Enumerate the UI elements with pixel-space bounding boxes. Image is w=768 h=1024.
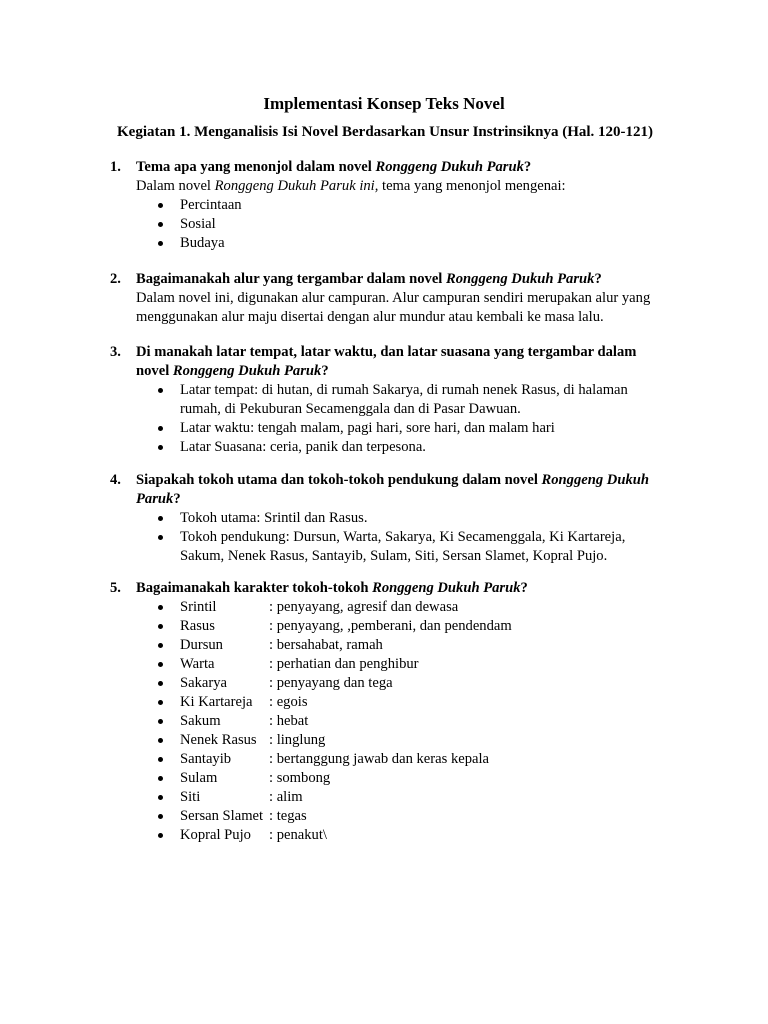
novel-title: Ronggeng Dukuh Paruk [172,363,322,379]
novel-title: Ronggeng Dukuh Paruk [372,580,521,596]
list-item: Latar tempat: di hutan, di rumah Sakarya, di rumah nenek Rasus, di halaman rumah, di Pekuburan Secamenggala dan di Pasar Dawuan. [180,381,670,419]
list-item [180,598,670,617]
question-number: 5. [110,580,121,596]
character-name: Sakum [180,713,221,729]
character-trait: : penyayang, ,pemberani, dan pendendam [269,618,512,634]
character-name: Rasus [180,618,215,634]
character-name: Santayib [180,751,232,767]
answer-1: Dalam novel Ronggeng Dukuh Paruk ini, tema yang menonjol mengenai: [136,178,566,194]
list-item: Sosial [180,215,670,234]
question-2 [110,270,670,327]
character-name: Dursun [180,637,223,653]
character-trait: : tegas [269,808,307,824]
list-item [180,788,670,807]
list-item: Latar Suasana: ceria, panik dan terpesona. [180,438,670,457]
list-item [180,636,670,655]
character-name: Srintil [180,599,217,615]
list-item [180,712,670,731]
answer-2: Dalam novel ini, digunakan alur campuran. Alur campuran sendiri merupakan alur yang menggunakan alur maju disertai dengan alur mundur atau kembali ke masa lalu. [136,290,651,325]
character-trait: : alim [269,789,303,805]
list-item [180,731,670,750]
page-title: Implementasi Konsep Teks Novel [263,94,505,113]
list-item: Percintaan [180,196,670,215]
list-item [180,674,670,693]
character-role-list [110,509,670,566]
novel-title: Ronggeng Dukuh Paruk [446,271,595,287]
question-3 [110,343,670,457]
character-trait: : bertanggung jawab dan keras kepala [269,751,490,767]
character-trait: : bersahabat, ramah [269,637,383,653]
character-trait: : hebat [269,713,309,729]
list-item [180,826,670,845]
character-name: Ki Kartareja [180,694,253,710]
question-number: 1. [110,159,121,175]
list-item [180,807,670,826]
question-1-text: 1. Tema apa yang menonjol dalam novel Ronggeng Dukuh Paruk? [110,159,532,175]
novel-title: Ronggeng Dukuh Paruk [375,159,524,175]
question-1 [110,158,670,253]
activity-heading: Kegiatan 1. Menganalisis Isi Novel Berdasarkan Unsur Instrinsiknya (Hal. 120-121) [117,124,654,140]
question-2-text: 2. Bagaimanakah alur yang tergambar dalam novel Ronggeng Dukuh Paruk? [110,271,602,287]
character-trait: : sombong [269,770,331,786]
list-item [180,693,670,712]
list-item: Tokoh utama: Srintil dan Rasus. [180,509,670,528]
list-item [180,750,670,769]
character-trait: : penyayang, agresif dan dewasa [269,599,459,615]
question-3-text: 3. Di manakah latar tempat, latar waktu, dan latar suasana yang tergambar dalam novel Ronggeng Dukuh Paruk? [110,344,637,379]
question-5 [110,579,670,845]
setting-list [110,381,670,457]
character-trait: : penyayang dan tega [269,675,393,691]
list-item [180,617,670,636]
question-5-text: 5. Bagaimanakah karakter tokoh-tokoh Ronggeng Dukuh Paruk? [110,580,528,596]
question-number: 2. [110,271,121,287]
character-trait: : egois [269,694,308,710]
character-name: Siti [180,789,201,805]
list-item [180,655,670,674]
list-item: Budaya [180,234,670,253]
character-name: Sersan Slamet [180,808,264,824]
character-name: Sakarya [180,675,228,691]
question-number: 3. [110,344,121,360]
character-trait: : linglung [269,732,326,748]
question-4-text: 4. Siapakah tokoh utama dan tokoh-tokoh pendukung dalam novel Ronggeng Dukuh Paruk? [110,472,649,507]
list-item: Latar waktu: tengah malam, pagi hari, sore hari, dan malam hari [180,419,670,438]
question-4 [110,471,670,566]
character-trait: : penakut\ [269,827,327,843]
character-trait: : perhatian dan penghibur [269,656,419,672]
theme-list [110,196,670,253]
character-name: Warta [180,656,215,672]
list-item [180,769,670,788]
character-name: Sulam [180,770,218,786]
character-name: Kopral Pujo [180,827,251,843]
character-name: Nenek Rasus [180,732,257,748]
character-trait-list [110,598,670,845]
list-item: Tokoh pendukung: Dursun, Warta, Sakarya, Ki Secamenggala, Ki Kartareja, Sakum, Nenek Rasus, Santayib, Sulam, Siti, Sersan Slamet, Kopral Pujo. [180,528,670,566]
question-number: 4. [110,472,121,488]
